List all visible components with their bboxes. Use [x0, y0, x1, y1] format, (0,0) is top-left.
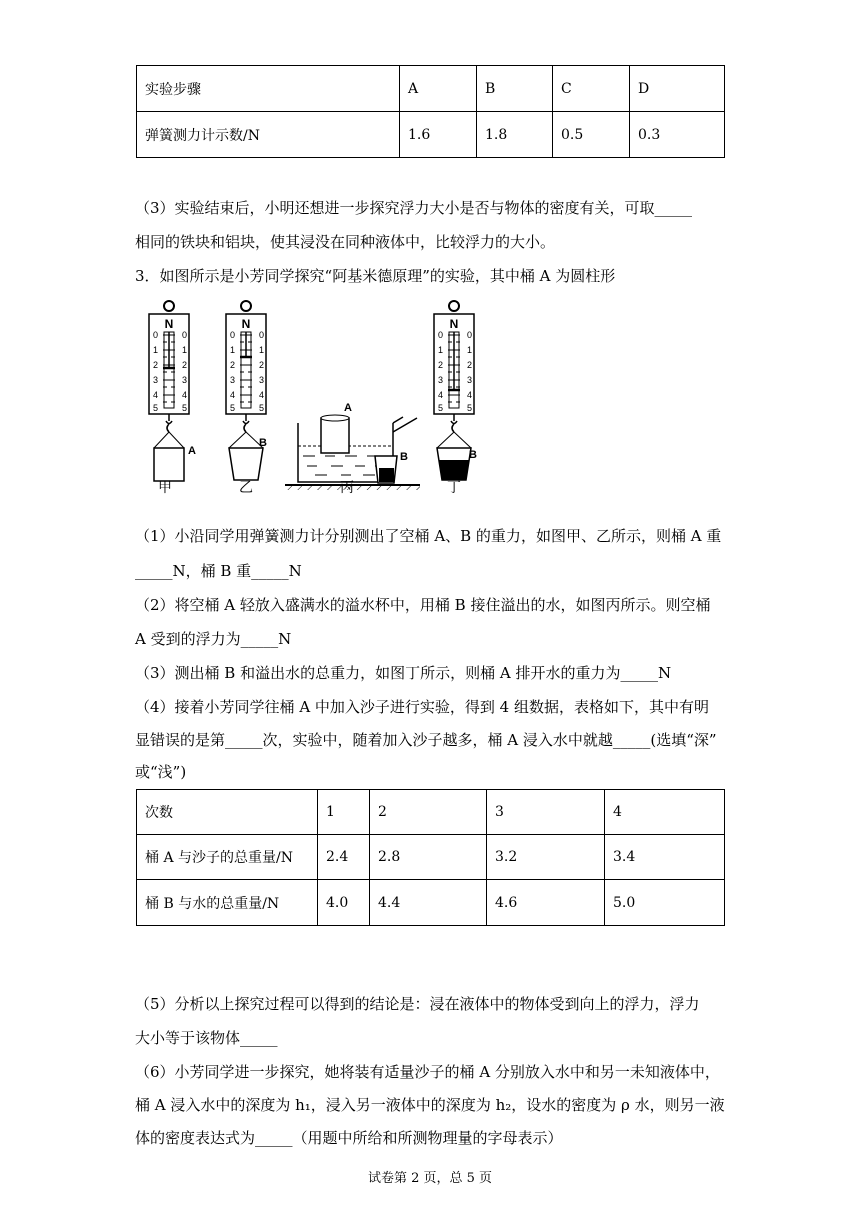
svg-text:2: 2 [438, 360, 444, 370]
table-sand-data [136, 789, 725, 926]
svg-text:4: 4 [438, 390, 444, 400]
tick-label: 0 [153, 330, 159, 340]
tick-label: 2 [153, 360, 159, 370]
svg-text:5: 5 [230, 403, 236, 413]
table-row [137, 790, 725, 835]
figure-label-jia: 甲 [158, 480, 172, 494]
table-cell: D [630, 66, 725, 112]
svg-text:5: 5 [259, 403, 265, 413]
q3-s6-line1: （6）小芳同学进一步探究，她将装有适量沙子的桶 A 分别放入水中和另一未知液体中， [135, 1063, 720, 1081]
table-cell: 次数 [137, 790, 318, 835]
spring-scale-yi [226, 301, 267, 480]
table-cell: 5.0 [605, 880, 725, 926]
table-cell: 1 [318, 790, 370, 835]
overflow-cup-bing [285, 402, 420, 490]
table-row [137, 835, 725, 880]
page-footer: 试卷第 2 页，总 5 页 [367, 1171, 493, 1186]
q3-s4-line3: 或“浅”) [135, 763, 187, 781]
table-cell: 桶 B 与水的总重量/N [137, 880, 318, 926]
table-cell: 4 [605, 790, 725, 835]
svg-text:2: 2 [182, 360, 188, 370]
q3-s4-line1: （4）接着小芳同学往桶 A 中加入沙子进行实验，得到 4 组数据，表格如下，其中有明 [135, 698, 709, 716]
table-experiment-steps [136, 65, 725, 158]
q3-s5-line1: （5）分析以上探究过程可以得到的结论是：浸在液体中的物体受到向上的浮力，浮力 [135, 995, 700, 1013]
bucket-a-label: A [188, 445, 196, 457]
table-cell: 桶 A 与沙子的总重量/N [137, 835, 318, 880]
table-cell: 4.4 [370, 880, 487, 926]
table-cell: 实验步骤 [137, 66, 400, 112]
svg-text:1: 1 [438, 345, 444, 355]
svg-text:4: 4 [230, 390, 236, 400]
spring-scale-jia [149, 301, 196, 481]
q3-s5-line2: 大小等于该物体_____ [135, 1029, 278, 1047]
svg-text:3: 3 [467, 375, 473, 385]
table-cell: 4.6 [487, 880, 605, 926]
q3-s2-line2: A 受到的浮力为_____N [135, 630, 292, 648]
svg-text:3: 3 [438, 375, 444, 385]
table-row [137, 112, 725, 158]
bucket-a-label: A [344, 402, 352, 414]
figure-label-bing: 丙 [340, 480, 354, 494]
table-cell: 0.5 [553, 112, 630, 158]
q3-s6-line2: 桶 A 浸入水中的深度为 h₁，浸入另一液体中的深度为 h₂，设水的密度为 ρ 水，则另一液 [135, 1096, 725, 1114]
svg-text:1: 1 [259, 345, 265, 355]
svg-text:N: N [449, 317, 459, 331]
spring-scale-ding [434, 301, 477, 480]
scale-unit-label: N [164, 317, 174, 331]
svg-text:N: N [241, 317, 251, 331]
svg-text:4: 4 [467, 390, 473, 400]
bucket-b-label: B [400, 451, 408, 463]
table-cell: 3.2 [487, 835, 605, 880]
table-cell: 3 [487, 790, 605, 835]
figure-label-yi: 乙 [239, 480, 253, 494]
svg-text:1: 1 [467, 345, 473, 355]
table-cell: 1.6 [400, 112, 477, 158]
svg-text:0: 0 [230, 330, 236, 340]
table-cell: 0.3 [630, 112, 725, 158]
table-cell: 2 [370, 790, 487, 835]
svg-text:3: 3 [230, 375, 236, 385]
table-cell: 3.4 [605, 835, 725, 880]
bucket-b-label: B [259, 437, 267, 449]
svg-text:5: 5 [467, 403, 473, 413]
svg-text:0: 0 [259, 330, 265, 340]
svg-text:5: 5 [438, 403, 444, 413]
question-3-stem: 3．如图所示是小芳同学探究“阿基米德原理”的实验，其中桶 A 为圆柱形 [135, 267, 616, 285]
table-row [137, 66, 725, 112]
q3-s1-line1: （1）小沿同学用弹簧测力计分别测出了空桶 A、B 的重力，如图甲、乙所示，则桶 A 重 [135, 527, 722, 545]
svg-text:2: 2 [467, 360, 473, 370]
svg-text:0: 0 [438, 330, 444, 340]
svg-text:0: 0 [182, 330, 188, 340]
bucket-b-label: B [469, 449, 477, 461]
svg-text:1: 1 [182, 345, 188, 355]
table-cell: C [553, 66, 630, 112]
svg-text:5: 5 [182, 403, 188, 413]
question-2-3-line2: 相同的铁块和铝块，使其浸没在同种液体中，比较浮力的大小。 [135, 233, 556, 251]
table-cell: 1.8 [477, 112, 553, 158]
table-cell: A [400, 66, 477, 112]
svg-text:0: 0 [467, 330, 473, 340]
q3-s3-line1: （3）测出桶 B 和溢出水的总重力，如图丁所示，则桶 A 排开水的重力为_____N [135, 664, 672, 682]
tick-label: 4 [153, 390, 159, 400]
table-cell: 4.0 [318, 880, 370, 926]
table-cell: 2.4 [318, 835, 370, 880]
experiment-figure [135, 296, 535, 494]
question-2-3-line1: （3）实验结束后，小明还想进一步探究浮力大小是否与物体的密度有关，可取_____ [135, 199, 693, 217]
q3-s2-line1: （2）将空桶 A 轻放入盛满水的溢水杯中，用桶 B 接住溢出的水，如图丙所示。则空桶 [135, 596, 711, 614]
table-row [137, 880, 725, 926]
q3-s4-line2: 显错误的是第_____次，实验中，随着加入沙子越多，桶 A 浸入水中就越_____(选填“深” [135, 731, 717, 749]
q3-s6-line3: 体的密度表达式为_____（用题中所给和所测物理量的字母表示） [135, 1129, 563, 1147]
svg-text:1: 1 [230, 345, 236, 355]
tick-label: 3 [153, 375, 159, 385]
svg-text:4: 4 [182, 390, 188, 400]
table-cell: B [477, 66, 553, 112]
svg-text:4: 4 [259, 390, 265, 400]
figure-label-ding: 丁 [447, 480, 461, 494]
svg-text:2: 2 [230, 360, 236, 370]
table-cell: 2.8 [370, 835, 487, 880]
svg-text:2: 2 [259, 360, 265, 370]
q3-s1-line2: _____N，桶 B 重_____N [135, 562, 302, 580]
tick-label: 1 [153, 345, 159, 355]
tick-label: 5 [153, 403, 159, 413]
svg-text:3: 3 [259, 375, 265, 385]
svg-text:3: 3 [182, 375, 188, 385]
table-cell: 弹簧测力计示数/N [137, 112, 400, 158]
